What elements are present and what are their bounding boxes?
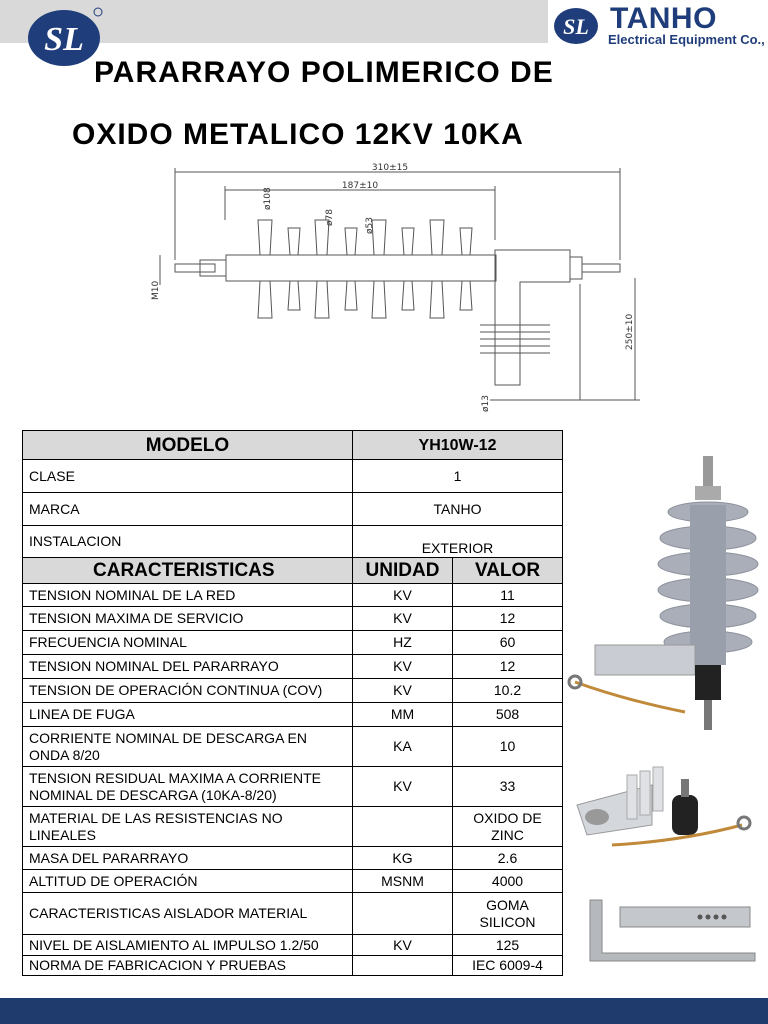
info-value: TANHO (353, 493, 563, 526)
row-unit: HZ (353, 631, 453, 655)
row-name: LINEA DE FUGA (23, 703, 353, 727)
dim-bracket-height: 250±10 (625, 313, 635, 350)
arrester-technical-drawing (150, 160, 650, 420)
row-value: GOMA SILICON (453, 893, 563, 935)
info-value: 1 (353, 460, 563, 493)
table-row (23, 655, 563, 679)
info-label: MARCA (23, 493, 353, 526)
modelo-value: YH10W-12 (353, 431, 563, 460)
row-value: 2.6 (453, 847, 563, 870)
dim-core: ø53 (365, 217, 375, 234)
mounting-bracket-photo (580, 895, 760, 970)
row-value: 33 (453, 767, 563, 807)
info-label: CLASE (23, 460, 353, 493)
col-header-value: VALOR (453, 558, 563, 584)
table-row (23, 893, 563, 935)
row-name: MASA DEL PARARRAYO (23, 847, 353, 870)
arrester-photo (565, 450, 765, 740)
modelo-label: MODELO (23, 431, 353, 460)
row-name: NORMA DE FABRICACION Y PRUEBAS (23, 956, 353, 976)
table-row (23, 870, 563, 893)
row-value: 10.2 (453, 679, 563, 703)
spec-table (22, 430, 563, 976)
row-unit (353, 807, 453, 847)
row-name: ALTITUD DE OPERACIÓN (23, 870, 353, 893)
table-row (23, 631, 563, 655)
row-unit: KG (353, 847, 453, 870)
company-logo-icon (26, 6, 104, 68)
table-row (23, 584, 563, 607)
row-value: OXIDO DE ZINC (453, 807, 563, 847)
row-name: CARACTERISTICAS AISLADOR MATERIAL (23, 893, 353, 935)
row-unit: KA (353, 727, 453, 767)
row-value: 125 (453, 935, 563, 956)
dim-hole: ø13 (481, 395, 491, 412)
brand-subtitle: Electrical Equipment Co., (608, 32, 765, 47)
table-row (23, 935, 563, 956)
row-unit: KV (353, 767, 453, 807)
row-value: IEC 6009-4 (453, 956, 563, 976)
table-row (23, 847, 563, 870)
row-name: TENSION NOMINAL DEL PARARRAYO (23, 655, 353, 679)
page-title-line2: OXIDO METALICO 12KV 10KA (72, 118, 524, 151)
row-unit: MM (353, 703, 453, 727)
row-name: TENSION DE OPERACIÓN CONTINUA (COV) (23, 679, 353, 703)
row-unit: KV (353, 584, 453, 607)
row-value: 4000 (453, 870, 563, 893)
row-unit: KV (353, 679, 453, 703)
page-title-line1: PARARRAYO POLIMERICO DE (94, 56, 554, 89)
row-unit: KV (353, 655, 453, 679)
row-unit: MSNM (353, 870, 453, 893)
brand-logo-icon (552, 4, 602, 46)
table-row (23, 956, 563, 976)
row-name: FRECUENCIA NOMINAL (23, 631, 353, 655)
row-name: TENSION RESIDUAL MAXIMA A CORRIENTE NOMINAL DE DESCARGA (10KA-8/20) (23, 767, 353, 807)
row-name: CORRIENTE NOMINAL DE DESCARGA EN ONDA 8/20 (23, 727, 353, 767)
table-row (23, 767, 563, 807)
row-value: 12 (453, 607, 563, 631)
table-row (23, 727, 563, 767)
row-value: 12 (453, 655, 563, 679)
footer-bar (0, 998, 768, 1024)
dim-total: 310±15 (371, 163, 409, 173)
col-header-characteristics: CARACTERISTICAS (23, 558, 353, 584)
row-value: 60 (453, 631, 563, 655)
table-row (23, 679, 563, 703)
info-value: EXTERIOR (353, 526, 563, 558)
table-row (23, 607, 563, 631)
table-row (23, 703, 563, 727)
row-name: NIVEL DE AISLAMIENTO AL IMPULSO 1.2/50 (23, 935, 353, 956)
row-value: 11 (453, 584, 563, 607)
svg-text:SL: SL (44, 21, 84, 58)
row-unit (353, 893, 453, 935)
col-header-unit: UNIDAD (353, 558, 453, 584)
info-label: INSTALACION (23, 526, 353, 558)
bracket-photo (572, 765, 762, 855)
row-value: 508 (453, 703, 563, 727)
row-value: 10 (453, 727, 563, 767)
row-name: TENSION MAXIMA DE SERVICIO (23, 607, 353, 631)
table-row (23, 807, 563, 847)
row-unit (353, 956, 453, 976)
row-name: TENSION NOMINAL DE LA RED (23, 584, 353, 607)
row-unit: KV (353, 935, 453, 956)
brand-name: TANHO (610, 2, 717, 35)
row-unit: KV (353, 607, 453, 631)
dim-bolt: M10 (151, 280, 161, 300)
dim-shed-diameter: ø108 (263, 187, 273, 210)
dim-shed2: ø78 (325, 209, 335, 226)
dim-body: 187±10 (341, 181, 379, 191)
svg-text:SL: SL (563, 14, 589, 39)
row-name: MATERIAL DE LAS RESISTENCIAS NO LINEALES (23, 807, 353, 847)
